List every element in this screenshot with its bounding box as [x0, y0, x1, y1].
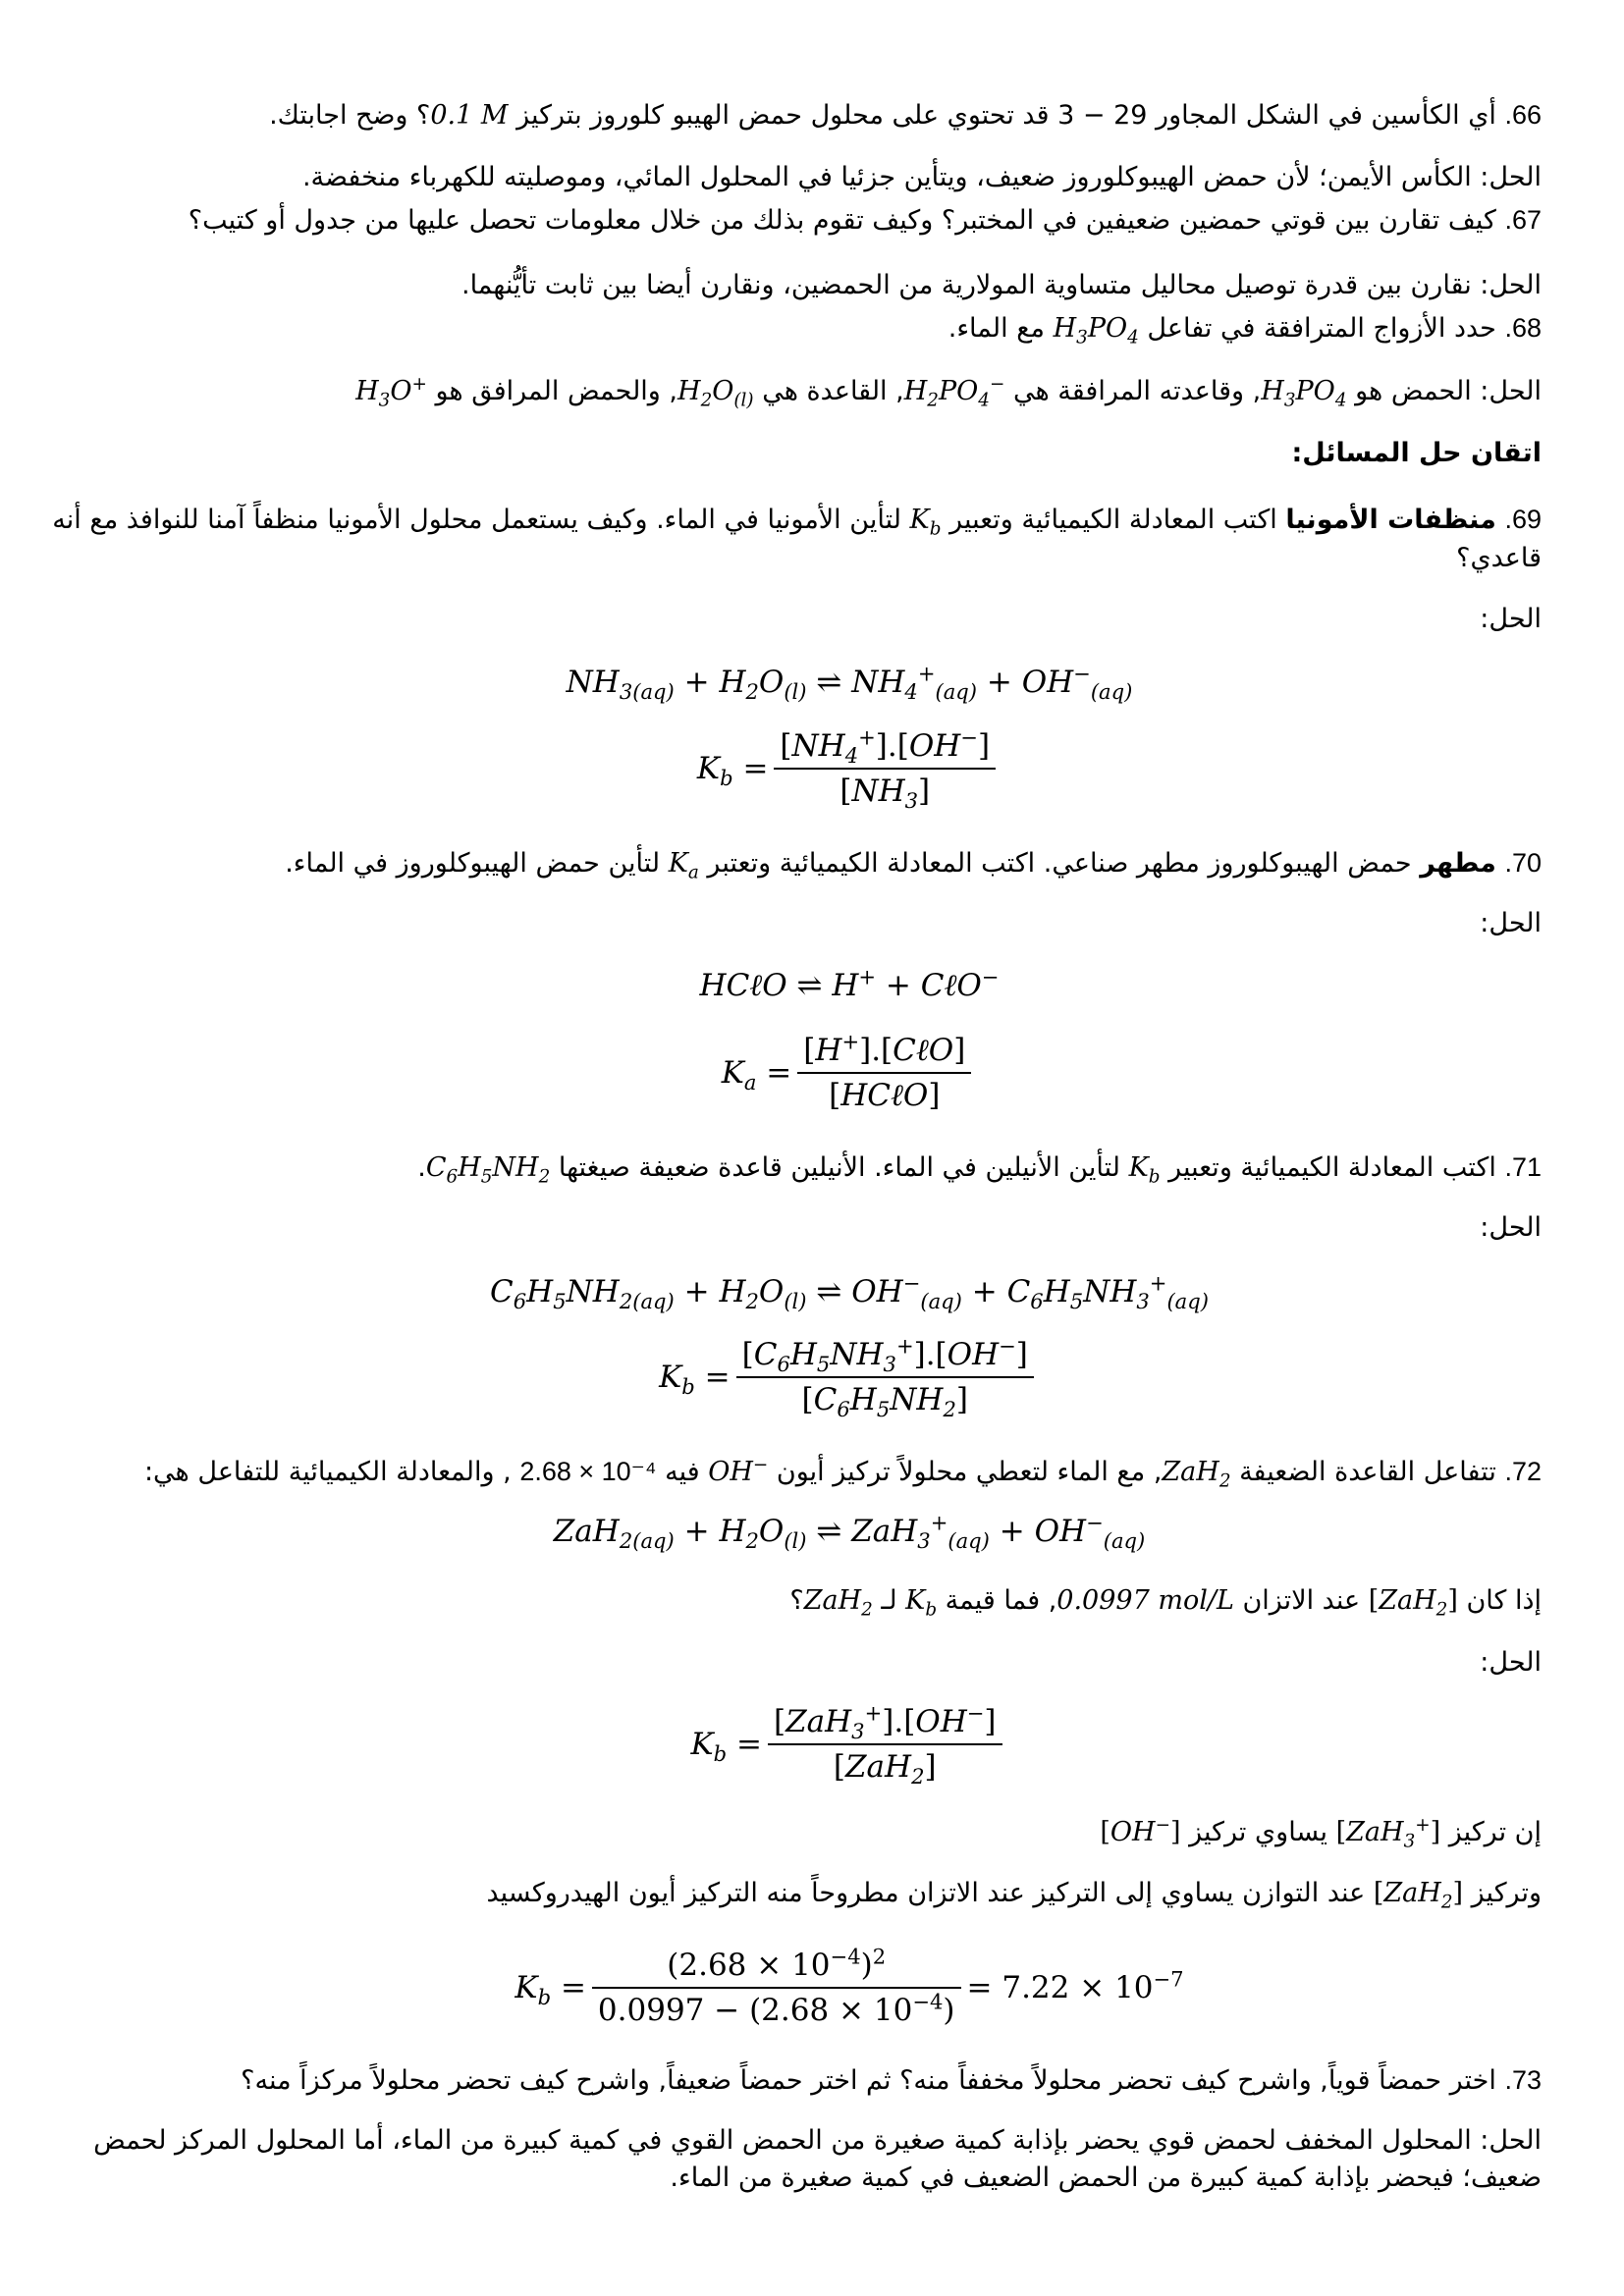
- question-69: 69. منظفات الأمونيا اكتب المعادلة الكيميائية وتعبير $K_b$ لتأين الأمونيا في الماء. وكيف يستعمل محلول الأمونيا منظفاً آمنا للنوافذ مع أنه: [52, 505, 1542, 540]
- answer-68: الحل: الحمض هو $H_3PO_4$, وقاعدته المرافقة هي $H_2PO_4^-$, القاعدة هي $H_2O_{(l)}$, والحمض المرافق هو $H_3O^+$: [313, 374, 1542, 411]
- question-73: 73. اختر حمضاً قوياً, واشرح كيف تحضر محلولاً مخففاً منه؟ ثم اختر حمضاً ضعيفاً, واشرح كيف تحضر محلولاً مركزاً منه؟: [241, 2065, 1542, 2096]
- question-67: 67. كيف تقارن بين قوتي حمضين ضعيفين في المختبر؟ وكيف تقوم بذلك من خلال معلومات تحصل عليها من جدول أو كتيب؟: [188, 205, 1542, 236]
- answer-73-line2: ضعيف؛ فيحضر بإذابة كمية كبيرة من الحمض الضعيف في كمية صغيرة من الماء.: [670, 2163, 1542, 2193]
- answer-67: الحل: نقارن بين قدرة توصيل محاليل متساوية المولارية من الحمضين، ونقارن أيضا بين ثابت تأيُّنهما.: [460, 270, 1542, 300]
- kb-expression-72: $K_b$ = $\frac{[ZaH_3^+].[OH^-]}{[ZaH_2]}$: [157, 1700, 1542, 1789]
- kb-expression-69: $K_b$ = $\frac{[NH_4^+].[OH^-]}{[NH_3]}$: [157, 724, 1542, 813]
- equation-71: $C_6H_5NH_{2(aq)} + H_2O_{(l)}$ ⇌ $OH^-_{(aq)} + C_6H_5NH_3^+_{(aq)}$: [490, 1270, 1209, 1314]
- question-69-cont: قاعدي؟: [1456, 543, 1542, 573]
- answer-71-label: الحل:: [1480, 1212, 1542, 1243]
- ka-expression-70: $K_a$ = $\frac{[H^+].[C\ell O]}{\text{[HCℓO]}}$: [157, 1029, 1542, 1117]
- question-72: 72. تتفاعل القاعدة الضعيفة ZaH$_2$, مع الماء لتعطي محلولاً تركيز أيون OH− فيه 2.68 × 10⁻⁴ , والمعادلة الكيميائية للتفاعل هي:: [143, 1455, 1542, 1492]
- answer-73-line1: الحل: المحلول المخفف لحمض قوي يحضر بإذابة كمية صغيرة من الحمض القوي في كمية كبيرة من الماء، أما المحلول المركز لحمض: [93, 2125, 1542, 2156]
- question-66: 66. أي الكأسين في الشكل المجاور 29 − 3 قد تحتوي على محلول حمض الهيبو كلوروز بتركيز 0.1 M؟ وضح اجابتك.: [269, 100, 1542, 131]
- question-70: 70. مطهر حمض الهيبوكلوروز مطهر صناعي. اكتب المعادلة الكيميائية وتعتبر $K_a$ لتأين حمض الهيبوكلوروز في الماء.: [285, 848, 1542, 883]
- formula-h3po4: $H_3PO_4$: [1053, 313, 1139, 348]
- equation-70: HCℓO ⇌ H+ + CℓO−: [699, 964, 1000, 1003]
- equation-72: $ZaH_{2(aq)} + H_2O_{(l)}$ ⇌ $ZaH_3^+_{(aq)} + OH^-_{(aq)}$: [553, 1510, 1146, 1554]
- answer-70-label: الحل:: [1480, 908, 1542, 938]
- answer-72-step2: وتركيز [ZaH$_2$] عند التوازن يساوي إلى التركيز عند الاتزان مطروحاً منه التركيز أيون الهيدروكسيد: [486, 1878, 1542, 1913]
- section-title: اتقان حل المسائل:: [1291, 438, 1542, 468]
- kb-calculation-72: $K_b$ = $\frac{(2.68 \times 10^{-4})^2}{0.0997 - (2.68 \times 10^{-4})}$ = $7.22 \times 10^{-7}$: [514, 1944, 1184, 2028]
- answer-66: الحل: الكأس الأيمن؛ لأن حمض الهيبوكلوروز ضعيف، ويتأين جزئيا في المحلول المائي، وموصليته للكهرباء منخفضة.: [301, 162, 1542, 192]
- question-72-cont: إذا كان [ZaH$_2$] عند الاتزان 0.0997 mol/L, فما قيمة $K_b$ لـ ZaH$_2$؟: [789, 1585, 1542, 1621]
- kb-expression-71: $K_b$ = $\frac{[C_6H_5NH_3^+].[OH^-]}{[C_6H_5NH_2]}$: [157, 1333, 1542, 1421]
- answer-72-step1: إن تركيز [ZaH$_3$+] يساوي تركيز [OH−]: [1100, 1815, 1542, 1852]
- equation-69: $NH_{3(aq)} + H_2O_{(l)}$ ⇌ $NH_4^+_{(aq)} + OH^-_{(aq)}$: [566, 661, 1133, 705]
- question-71: 71. اكتب المعادلة الكيميائية وتعبير $K_b$ لتأين الأنيلين في الماء. الأنيلين قاعدة ضعيفة صيغتها $C_6H_5NH_2$.: [417, 1152, 1542, 1188]
- answer-69-label: الحل:: [1480, 604, 1542, 634]
- answer-72-label: الحل:: [1480, 1647, 1542, 1678]
- page: [52, 0, 1542, 2296]
- question-68: 68. حدد الأزواج المترافقة في تفاعل $H_3PO_4$ مع الماء.: [947, 313, 1542, 348]
